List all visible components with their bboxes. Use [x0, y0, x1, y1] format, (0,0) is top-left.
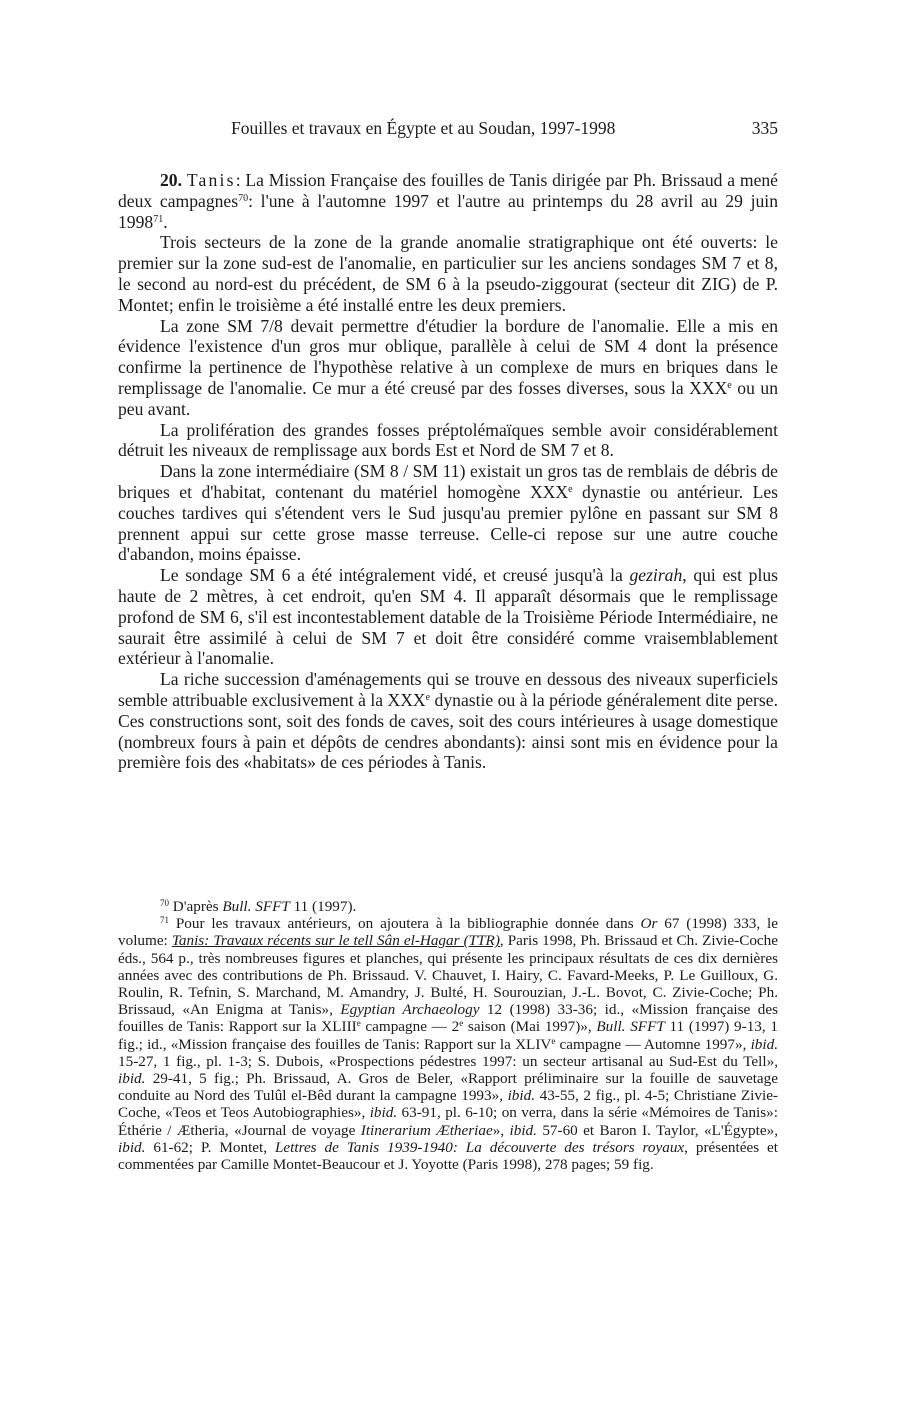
footnotes — [118, 898, 778, 1173]
footnote-text: campagne — 2 — [360, 1018, 460, 1036]
footnote-text: 61-62; P. Montet, — [145, 1138, 275, 1156]
paragraph-text: La riche succession d'aménagements qui se trouve en dessous des niveaux superficiels semble attribuable exclusivement à la XXX — [118, 669, 778, 710]
paragraph: Trois secteurs de la zone de la grande anomalie stratigraphique ont été ouverts: le premier sur la zone sud-est de l'anomalie, en particulier sur les anciens sondages SM 7 et 8, le second au nord-est du précédent, de SM 6 à la pseudo-ziggourat (secteur dit ZIG) de P. Montet; enfin le troisième a été installé entre les deux premiers. — [118, 232, 778, 315]
superscript: e — [356, 1018, 361, 1029]
paragraph — [118, 170, 778, 232]
paragraph-text: , qui est plus haute de 2 mètres, à cet endroit, qu'en SM 4. Il apparaît désormais que le remplissage profond de SM 6, s'il est incontestablement datable de la Troisième Période Intermédiaire, ne saurait être assimilé à celui de SM 7 et doit être considéré comme vraisemblablement extérieur à l'anomalie. — [118, 565, 778, 669]
footnote-ref[interactable]: 70 — [238, 192, 249, 204]
footnote-italic: Itinerarium Ætheriae — [360, 1121, 493, 1139]
running-header — [118, 118, 778, 140]
italic-term: gezirah — [629, 565, 683, 586]
footnote-text: campagne — Automne 1997», — [555, 1035, 751, 1053]
footnote-ref[interactable]: 71 — [153, 213, 164, 225]
footnote-text: , Paris 1998, Ph. Brissaud et Ch. Zivie-Coche éds., 564 p., très nombreuses figures et planches, qui présente les principaux résultats de ces dix dernières années avec des contributions de Ph. Brissaud. V. Chauvet, I. Hairy, C. Favard-Meeks, P. Le Guilloux, G. Roulin, R. Tefnin, S. Marchand, M. Amandry, J. Bulté, H. Sourouzian, J.-L. Bovot, C. Zivie-Coche; Ph. Brissaud, «An Enigma at Tanis», — [118, 932, 778, 1019]
footnote-italic: ibid. — [507, 1087, 536, 1105]
footnote-italic: Lettres de Tanis 1939-1940: La découverte des trésors royaux — [274, 1138, 685, 1156]
footnote-italic: Bull. SFFT — [596, 1018, 665, 1036]
paragraph — [118, 669, 778, 773]
site-name: Tanis — [186, 170, 236, 190]
paragraph — [118, 565, 778, 669]
footnote-text: 57-60 et Baron I. Taylor, «L'Égypte», — [536, 1121, 779, 1139]
footnote-text: 63-91, pl. 6-10; on verra, dans la série «Mémoires de Tanis»: Éthérie / Ætheria, «Journal de voyage — [118, 1104, 778, 1139]
footnote-text: », — [492, 1121, 510, 1139]
paragraph-text: Le sondage SM 6 a été intégralement vidé, et creusé jusqu'à la — [160, 565, 630, 586]
footnote-text: 15-27, 1 fig., pl. 1-3; S. Dubois, «Prospections pédestres 1997: un secteur artisanal au Sud-Est du Tell», — [118, 1052, 778, 1070]
footnote-70 — [118, 898, 778, 915]
section-number: 20. — [160, 170, 182, 190]
paragraph-text: . — [163, 211, 168, 232]
footnote-number: 70 — [160, 898, 169, 908]
footnote-italic: ibid. — [369, 1104, 398, 1122]
paragraph-text: : l'une à l'automne 1997 et l'autre au printemps du 28 avril au 29 juin 1998 — [118, 190, 778, 232]
superscript: e — [425, 691, 431, 703]
paragraph: La prolifération des grandes fosses préptolémaïques semble avoir considérablement détruit les niveaux de remplissage aux bords Est et Nord de SM 7 et 8. — [118, 419, 778, 461]
paragraph — [118, 316, 778, 420]
running-title: Fouilles et travaux en Égypte et au Soudan, 1997-1998 — [231, 118, 616, 138]
footnote-italic: Bull. SFFT — [222, 898, 290, 915]
footnote-text: D'après — [169, 898, 223, 915]
paragraph-text: : La Mission Française des fouilles de Tanis dirigée par Ph. Brissaud a mené deux campagnes — [118, 170, 778, 211]
footnote-italic: Tanis: Travaux récents sur le tell Sân el-Hagar (TTR) — [171, 932, 500, 950]
footnote-italic: Or — [640, 915, 658, 933]
superscript: e — [459, 1018, 464, 1029]
paragraph-text: dynastie ou à la période généralement dite perse. Ces constructions sont, soit des fonds de caves, soit des cours intérieures à usage domestique (nombreux fours à pain et dépôts de cendres abondants): ainsi sont mis en évidence pour la première fois des «habitats» de ces périodes à Tanis. — [118, 689, 778, 773]
footnote-italic: Egyptian Archaeology — [340, 1001, 480, 1019]
footnote-italic: ibid. — [118, 1070, 146, 1088]
footnote-number: 71 — [160, 915, 169, 926]
footnote-text: , présentées et commentées par Camille Montet-Beaucour et J. Yoyotte (Paris 1998), 278 pages; 59 fig. — [118, 1138, 778, 1174]
paragraph-text: dynastie ou antérieur. Les couches tardives qui s'étendent vers le Sud jusqu'au premier pylône en passant sur SM 8 prennent appui sur cette grose masse terreuse. Celle-ci repose sur une autre couche d'abandon, moins épaisse. — [118, 481, 778, 565]
footnote-text: saison (Mai 1997)», — [463, 1018, 597, 1036]
superscript: e — [727, 379, 732, 391]
footnote-text: Pour les travaux antérieurs, on ajoutera à la bibliographie donnée dans — [169, 915, 641, 933]
footnote-text: 11 (1997). — [289, 898, 357, 915]
main-text — [118, 170, 778, 773]
footnote-71 — [118, 915, 778, 1173]
footnote-italic: ibid. — [118, 1138, 146, 1156]
paragraph-text: La zone SM 7/8 devait permettre d'étudier la bordure de l'anomalie. Elle a mis en évidence l'existence d'un gros mur oblique, parallèle à celui de SM 4 dont la présence confirme la pertinence de l'hypothèse relative à un complexe de murs en briques dans le remplissage de l'anomalie. Ce mur a été creusé par des fosses diverses, sous la XXX — [118, 315, 778, 398]
footnote-text: 43-55, 2 fig., pl. 4-5; Christiane Zivie-Coche, «Teos et Teos Autobiographies», — [118, 1087, 778, 1122]
footnote-text: 11 (1997) 9-13, 1 fig.; id., «Mission française des fouilles de Tanis: Rapport sur la XLIV — [118, 1018, 779, 1053]
superscript: e — [568, 483, 573, 495]
superscript: e — [551, 1035, 556, 1046]
paragraph-text: ou un peu avant. — [118, 377, 778, 419]
paragraph-text: Dans la zone intermédiaire (SM 8 / SM 11) existait un gros tas de remblais de débris de briques et d'habitat, contenant du matériel homogène XXX — [118, 461, 778, 502]
footnote-text: 29-41, 5 fig.; Ph. Brissaud, A. Gros de Beler, «Rapport préliminaire sur la fouille de sauvetage conduite au Nord des Tulûl el-Bêd durant la campagne 1993», — [118, 1070, 778, 1105]
page-number: 335 — [751, 118, 778, 138]
footnote-text: 67 (1998) 333, le volume: — [118, 915, 779, 950]
footnote-text: 12 (1998) 33-36; id., «Mission française des fouilles de Tanis: Rapport sur la XLIII — [118, 1001, 779, 1036]
footnote-italic: ibid. — [509, 1121, 537, 1139]
paragraph — [118, 461, 778, 565]
footnote-italic: ibid. — [750, 1035, 779, 1053]
